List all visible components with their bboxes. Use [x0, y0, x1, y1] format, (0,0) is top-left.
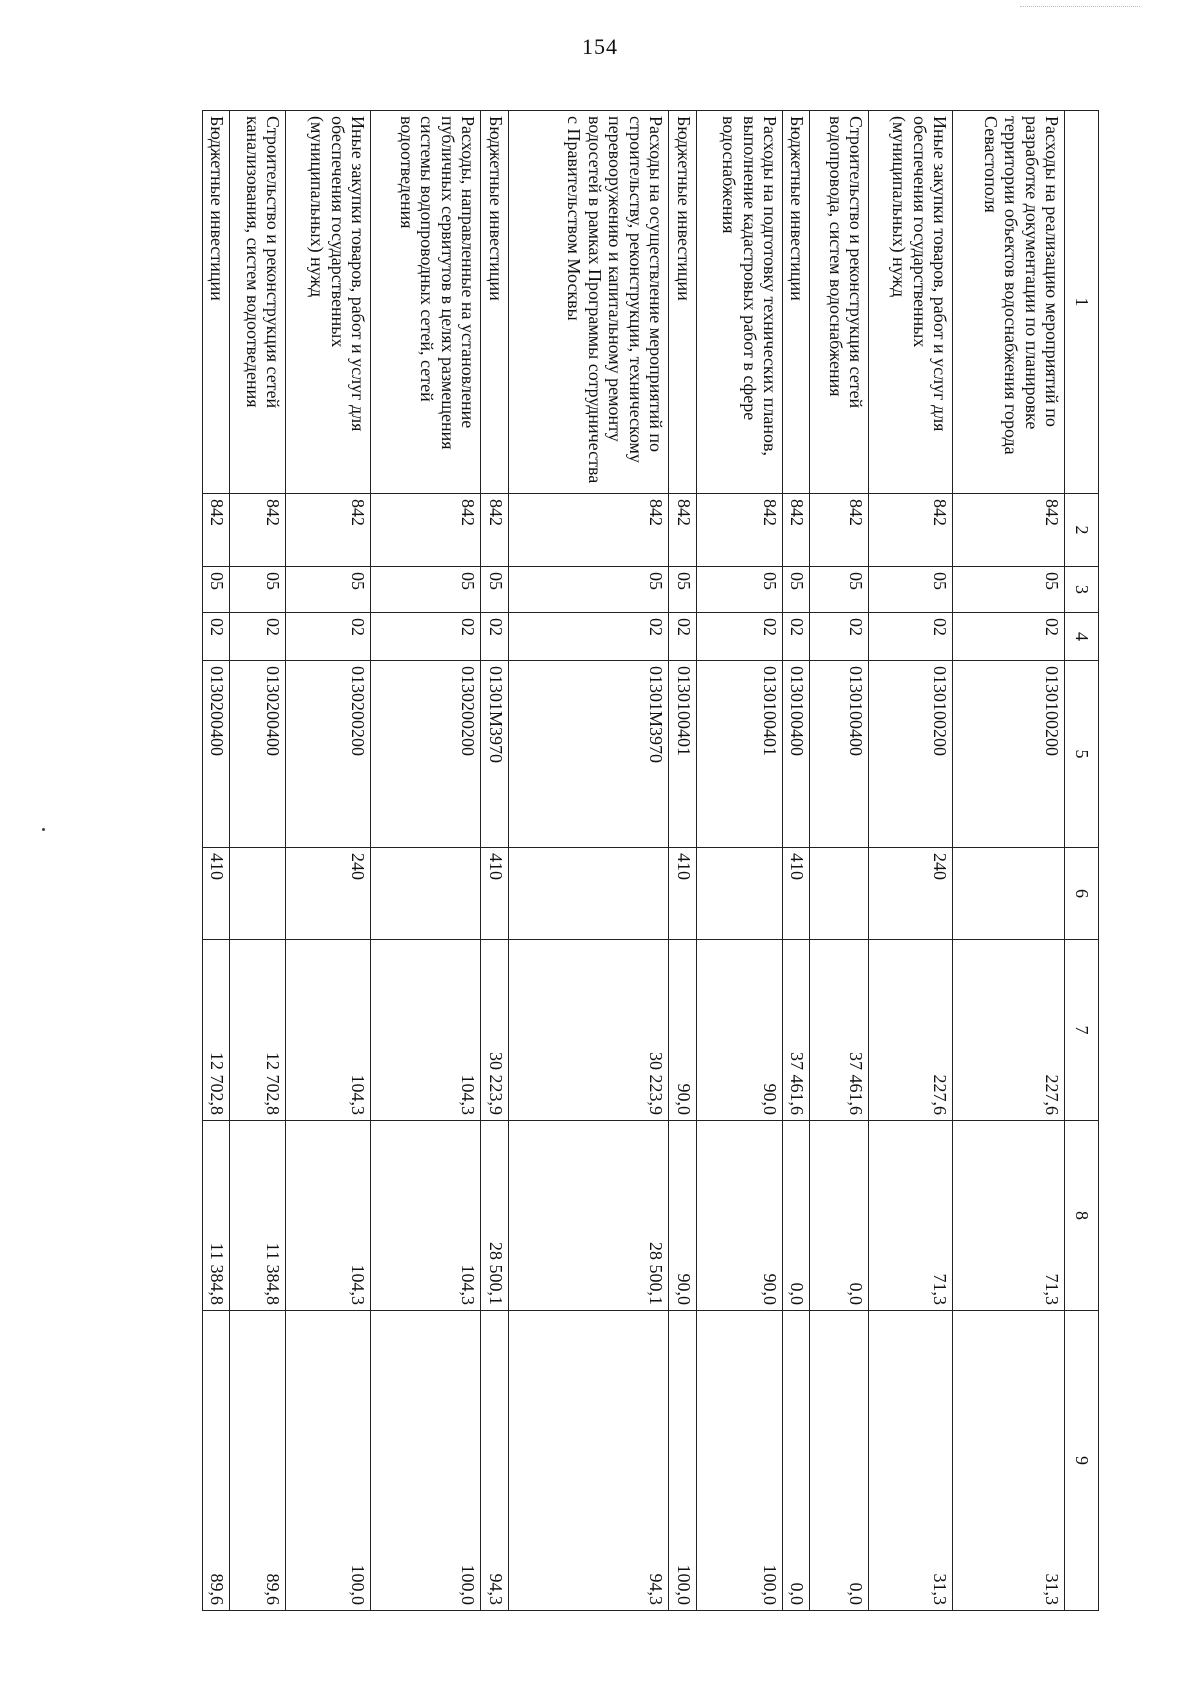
row-section-cell: 05: [203, 567, 230, 613]
row-section-cell: 05: [371, 567, 481, 613]
row-plan-cell: 227,6: [953, 940, 1065, 1121]
row-gr-code-cell: 842: [509, 494, 669, 567]
row-target-code-cell: 0130100200: [869, 661, 953, 848]
row-actual-cell: 71,3: [953, 1121, 1065, 1311]
row-expense-type-cell: 240: [286, 848, 371, 940]
header-cell: 2: [1065, 494, 1099, 567]
row-expense-type-cell: [810, 848, 869, 940]
row-name-cell: Бюджетные инвестиции: [481, 111, 509, 494]
row-actual-cell: 28 500,1: [509, 1121, 669, 1311]
budget-table: [202, 110, 1099, 1611]
row-subsection-cell: 02: [371, 613, 481, 661]
row-plan-cell: 12 702,8: [203, 940, 230, 1121]
table-row: [509, 111, 669, 1611]
table-row: [371, 111, 481, 1611]
row-percent-cell: 100,0: [286, 1311, 371, 1611]
row-percent-cell: 100,0: [371, 1311, 481, 1611]
row-percent-cell: 94,3: [481, 1311, 509, 1611]
row-section-cell: 05: [481, 567, 509, 613]
header-cell: 8: [1065, 1121, 1099, 1311]
row-target-code-cell: 0130100400: [810, 661, 869, 848]
row-subsection-cell: 02: [783, 613, 810, 661]
row-percent-cell: 94,3: [509, 1311, 669, 1611]
table-row: [203, 111, 230, 1611]
row-subsection-cell: 02: [810, 613, 869, 661]
row-name-cell: Расходы на реализацию мероприятий по разработке документации по планировке территории объектов водоснабжения города Севастополя: [953, 111, 1065, 494]
row-name-cell: Строительство и реконструкция сетей канализования, систем водоотведения: [230, 111, 286, 494]
row-percent-cell: 100,0: [669, 1311, 697, 1611]
row-section-cell: 05: [953, 567, 1065, 613]
row-actual-cell: 104,3: [371, 1121, 481, 1311]
row-expense-type-cell: 240: [869, 848, 953, 940]
table-row: [481, 111, 509, 1611]
row-percent-cell: 0,0: [810, 1311, 869, 1611]
page-number: 154: [582, 34, 618, 59]
table-row: [953, 111, 1065, 1611]
row-target-code-cell: 0130200200: [286, 661, 371, 848]
header-cell: 4: [1065, 613, 1099, 661]
row-name-cell: Расходы на подготовку технических планов, выполнение кадастровых работ в сфере водоснабжения: [697, 111, 783, 494]
row-subsection-cell: 02: [669, 613, 697, 661]
row-gr-code-cell: 842: [869, 494, 953, 567]
row-expense-type-cell: [230, 848, 286, 940]
row-name-cell: Бюджетные инвестиции: [783, 111, 810, 494]
row-expense-type-cell: 410: [669, 848, 697, 940]
row-percent-cell: 100,0: [697, 1311, 783, 1611]
row-section-cell: 05: [286, 567, 371, 613]
row-expense-type-cell: [697, 848, 783, 940]
row-section-cell: 05: [509, 567, 669, 613]
row-subsection-cell: 02: [509, 613, 669, 661]
row-gr-code-cell: 842: [371, 494, 481, 567]
row-name-cell: Строительство и реконструкция сетей водопровода, систем водоснабжения: [810, 111, 869, 494]
row-section-cell: 05: [810, 567, 869, 613]
row-actual-cell: 90,0: [697, 1121, 783, 1311]
table-row: [783, 111, 810, 1611]
row-subsection-cell: 02: [697, 613, 783, 661]
row-plan-cell: 104,3: [286, 940, 371, 1121]
row-expense-type-cell: [509, 848, 669, 940]
row-subsection-cell: 02: [230, 613, 286, 661]
row-gr-code-cell: 842: [203, 494, 230, 567]
row-percent-cell: 89,6: [203, 1311, 230, 1611]
row-target-code-cell: 0130100401: [669, 661, 697, 848]
row-plan-cell: 37 461,6: [783, 940, 810, 1121]
row-expense-type-cell: 410: [481, 848, 509, 940]
row-percent-cell: 31,3: [869, 1311, 953, 1611]
row-name-cell: Расходы на осуществление мероприятий по строительству, реконструкции, техническому перевооружению и капитальному ремонту водосетей в рамках Программы сотрудничества с Правительством Москвы: [509, 111, 669, 494]
row-subsection-cell: 02: [286, 613, 371, 661]
header-cell: 5: [1065, 661, 1099, 848]
row-actual-cell: 104,3: [286, 1121, 371, 1311]
header-cell: 1: [1065, 111, 1099, 494]
table-row: [869, 111, 953, 1611]
row-gr-code-cell: 842: [810, 494, 869, 567]
row-section-cell: 05: [783, 567, 810, 613]
row-actual-cell: 11 384,8: [230, 1121, 286, 1311]
row-section-cell: 05: [869, 567, 953, 613]
row-gr-code-cell: 842: [697, 494, 783, 567]
row-plan-cell: 90,0: [697, 940, 783, 1121]
header-row: [1065, 111, 1099, 1611]
header-cell: 7: [1065, 940, 1099, 1121]
row-target-code-cell: 0130100400: [783, 661, 810, 848]
row-plan-cell: 90,0: [669, 940, 697, 1121]
row-target-code-cell: 01301M3970: [481, 661, 509, 848]
row-gr-code-cell: 842: [481, 494, 509, 567]
row-percent-cell: 0,0: [783, 1311, 810, 1611]
row-name-cell: Бюджетные инвестиции: [203, 111, 230, 494]
header-cell: 6: [1065, 848, 1099, 940]
row-actual-cell: 71,3: [869, 1121, 953, 1311]
row-actual-cell: 0,0: [783, 1121, 810, 1311]
row-plan-cell: 227,6: [869, 940, 953, 1121]
table-row: [669, 111, 697, 1611]
row-name-cell: Бюджетные инвестиции: [669, 111, 697, 494]
row-name-cell: Расходы, направленные на установление публичных сервитутов в целях размещения системы водопроводных сетей, сетей водоотведения: [371, 111, 481, 494]
row-plan-cell: 104,3: [371, 940, 481, 1121]
row-gr-code-cell: 842: [669, 494, 697, 567]
row-percent-cell: 31,3: [953, 1311, 1065, 1611]
row-subsection-cell: 02: [203, 613, 230, 661]
row-name-cell: Иные закупки товаров, работ и услуг для обеспечения государственных (муниципальных) нужд: [286, 111, 371, 494]
row-section-cell: 05: [669, 567, 697, 613]
row-section-cell: 05: [230, 567, 286, 613]
table-row: [286, 111, 371, 1611]
row-target-code-cell: 0130100401: [697, 661, 783, 848]
row-name-cell: Иные закупки товаров, работ и услуг для обеспечения государственных (муниципальных) нужд: [869, 111, 953, 494]
row-actual-cell: 90,0: [669, 1121, 697, 1311]
row-plan-cell: 12 702,8: [230, 940, 286, 1121]
table-row: [810, 111, 869, 1611]
row-subsection-cell: 02: [481, 613, 509, 661]
row-gr-code-cell: 842: [783, 494, 810, 567]
table-row: [230, 111, 286, 1611]
row-expense-type-cell: [371, 848, 481, 940]
row-gr-code-cell: 842: [953, 494, 1065, 567]
scan-speck: [42, 828, 45, 831]
header-cell: 9: [1065, 1311, 1099, 1611]
scan-artifact: [1020, 0, 1140, 7]
row-actual-cell: 28 500,1: [481, 1121, 509, 1311]
row-plan-cell: 30 223,9: [481, 940, 509, 1121]
row-expense-type-cell: 410: [783, 848, 810, 940]
row-target-code-cell: 0130200200: [371, 661, 481, 848]
table-row: [697, 111, 783, 1611]
row-plan-cell: 37 461,6: [810, 940, 869, 1121]
row-actual-cell: 0,0: [810, 1121, 869, 1311]
row-target-code-cell: 0130200400: [203, 661, 230, 848]
row-subsection-cell: 02: [953, 613, 1065, 661]
row-gr-code-cell: 842: [286, 494, 371, 567]
row-section-cell: 05: [697, 567, 783, 613]
row-percent-cell: 89,6: [230, 1311, 286, 1611]
row-target-code-cell: 01301M3970: [509, 661, 669, 848]
row-gr-code-cell: 842: [230, 494, 286, 567]
row-subsection-cell: 02: [869, 613, 953, 661]
row-target-code-cell: 0130100200: [953, 661, 1065, 848]
row-expense-type-cell: 410: [203, 848, 230, 940]
row-target-code-cell: 0130200400: [230, 661, 286, 848]
row-expense-type-cell: [953, 848, 1065, 940]
rotated-table-container: [204, 110, 1099, 1610]
header-cell: 3: [1065, 567, 1099, 613]
row-plan-cell: 30 223,9: [509, 940, 669, 1121]
row-actual-cell: 11 384,8: [203, 1121, 230, 1311]
